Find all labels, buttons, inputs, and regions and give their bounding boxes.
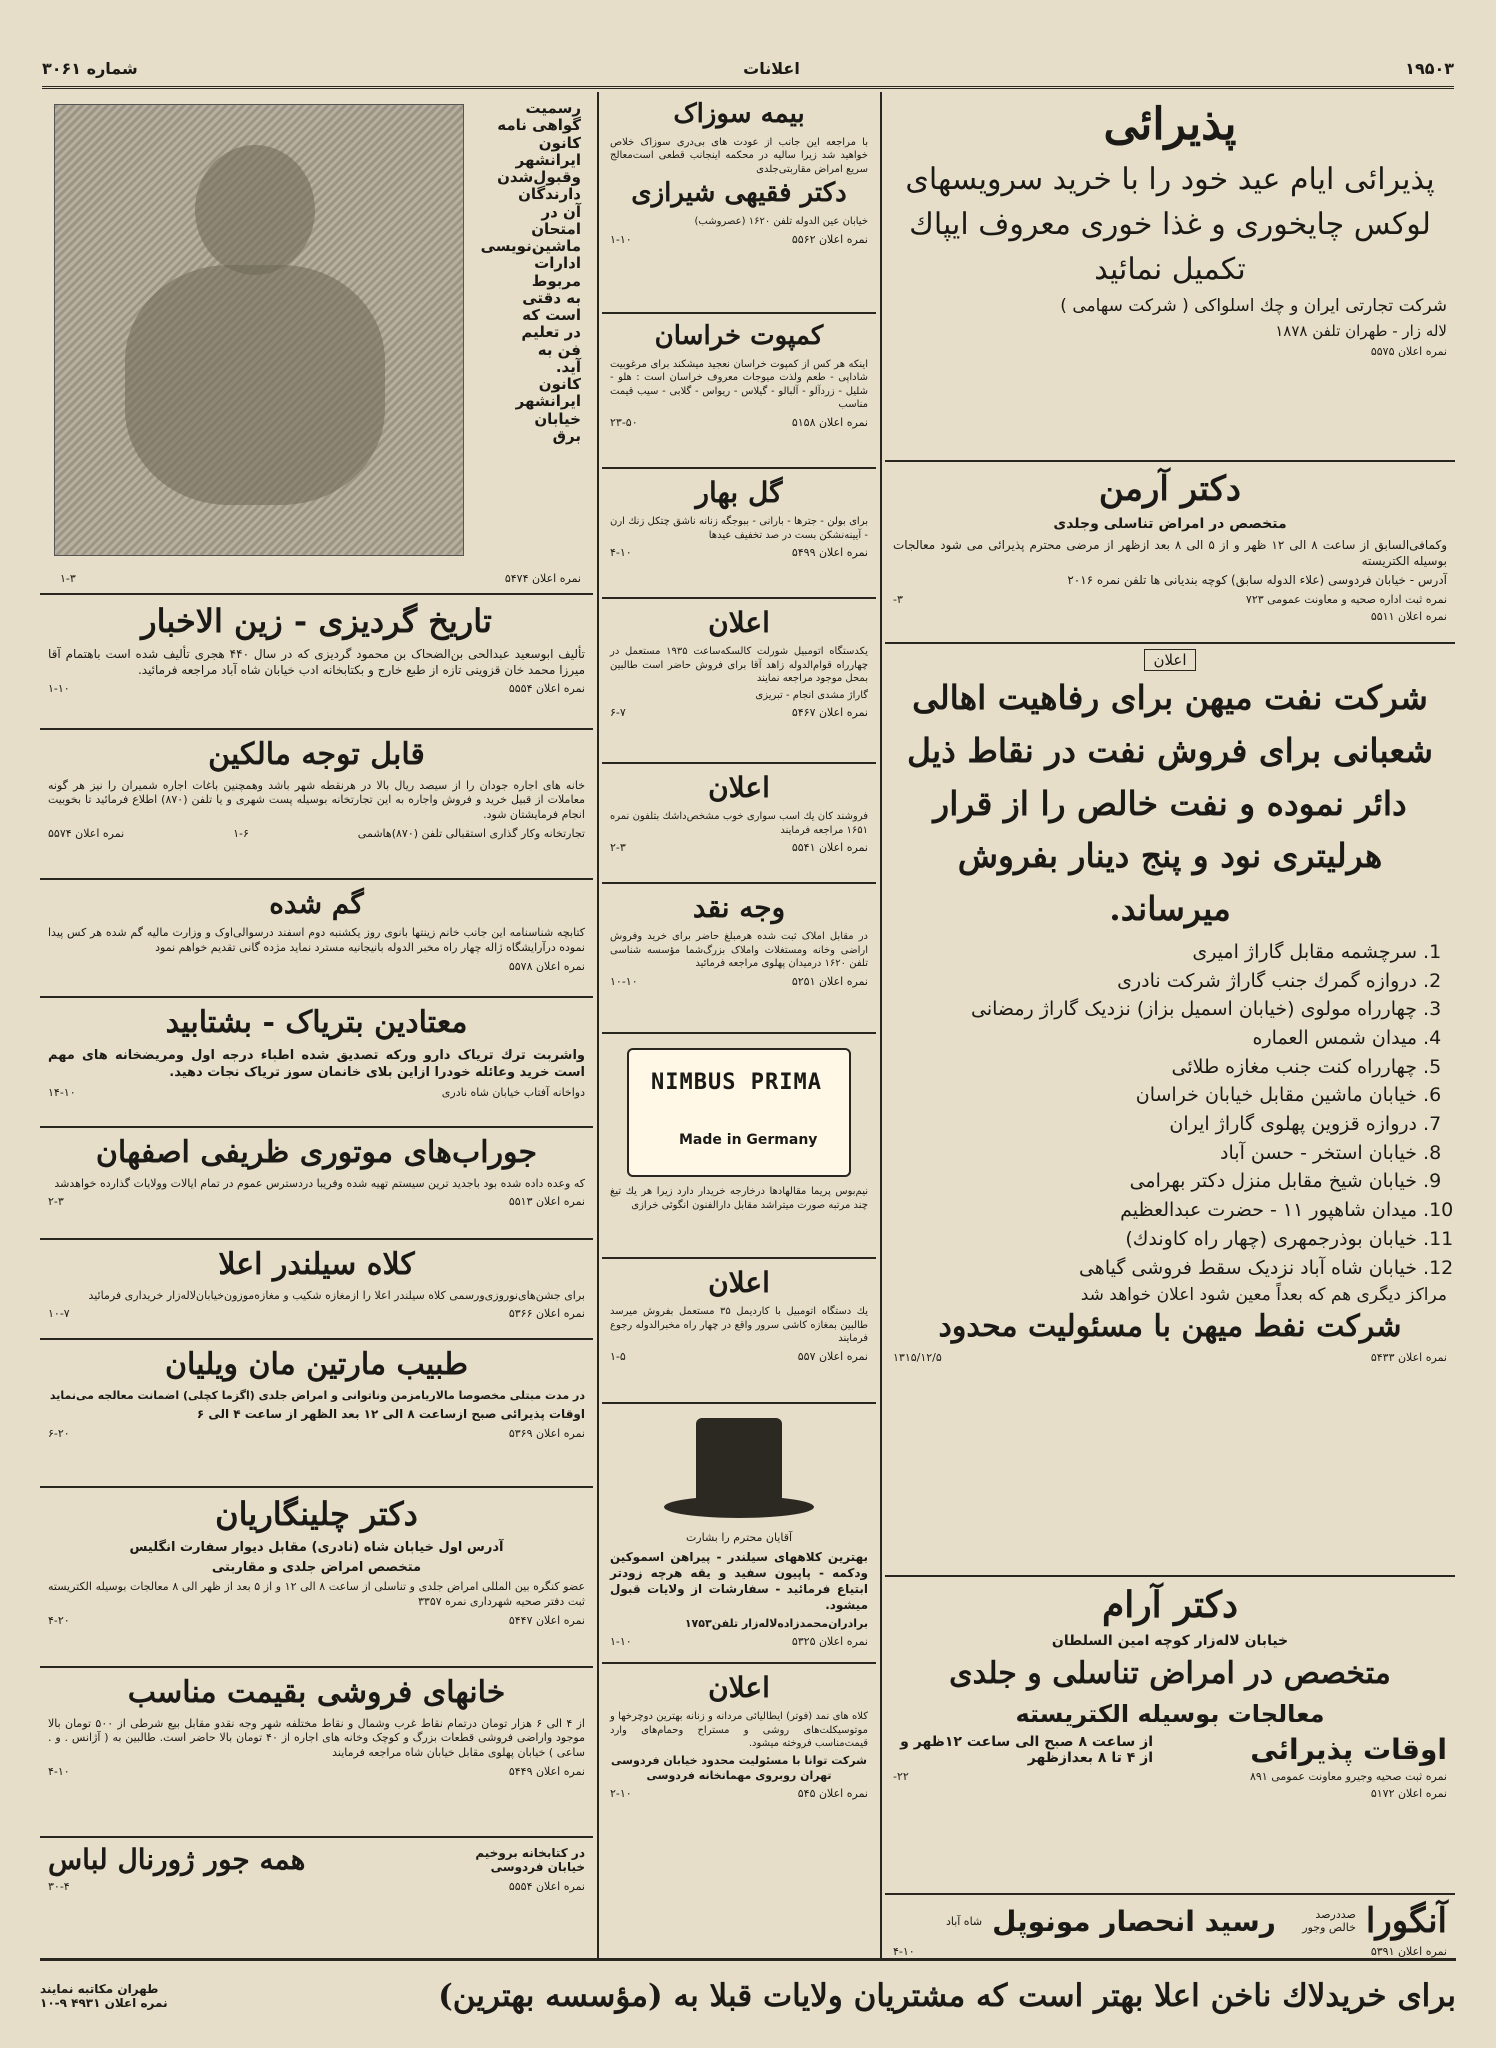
- armen-ad: [885, 462, 1455, 644]
- lost-ad: [40, 880, 593, 998]
- socks-ref: نمره اعلان ۵۵۱۳: [508, 1195, 585, 1209]
- notice2-ad: [602, 764, 876, 884]
- top-hat-image: [664, 1418, 814, 1523]
- footer-text: برای خریدلاك ناخن اعلا بهتر است که مشتریان ولایات قبلا به (مؤسسه بهترین): [438, 1978, 1456, 2014]
- oil-point: 3. چهارراه مولوی (خیابان اسمیل بزاز) نزدیک گاراژ رمضانی: [893, 997, 1417, 1022]
- oil-point: 1. سرچشمه مقابل گاراژ امیری: [893, 940, 1417, 965]
- photo-ad: [40, 92, 593, 595]
- photo-ad-text: رسمیت گواهی نامه کانون ایرانشهر وقبول‌شدن دارندگان آن در امتحان ماشین‌نویسی ادارات مربوط به دقتی است که در تعلیم فن به آید. کانون ایرانشهر خیابان برق: [480, 99, 581, 445]
- aram-ad: [885, 1577, 1455, 1895]
- oil-point: 9. خیابان شیخ مقابل منزل دکتر بهرامی: [893, 1169, 1417, 1194]
- aram-code: ۲۲-: [893, 1770, 909, 1784]
- oil-ad: [885, 644, 1455, 1577]
- chelingarian-ref: نمره اعلان ۵۴۴۷: [508, 1613, 585, 1627]
- column-divider: [597, 92, 599, 1958]
- golbahar-title: گل بهار: [695, 476, 783, 509]
- chelingarian-body: عضو کنگره بین المللی امراض جلدی و تناسلی از ساعت ۸ الی ۱۲ و از ۵ بعد از ظهر الی ۸ معالجات بوسیله الکتریسته ثبت دفتر صحیه شهرداری نمره ۳۳۵۷: [48, 1579, 586, 1608]
- houses-body: از ۴ الی ۶ هزار تومان درتمام نقاط غرب وشمال و نقاط مختلفه شهر وجه نقدو مقابل بیع شرطی از ۵۰۰ تومان بالا موجود واراضی فروشی قطعات بزرگ و کوچک وخانه های اجاره از ۴۰ تومان بالا حاضر است. طالبین به ( آژانس . و . ساعی ) خیابان پهلوی مقابل خیابان شاه مراجعه فرمایند: [48, 1716, 585, 1760]
- opium-body: واشربت ترك تریاک دارو وركه تصدیق شده اطباء درجه اول ومریضخانه های مهم است خرید وعائله خودرا ازاین بلای خانمان سوز تریاک نجات دهید.: [48, 1047, 585, 1081]
- notice4-body: کلاه های نمد (فوتر) ایطالیائی مردانه و زنانه بهترین دوچرخها و موتوسیکلت‌های روشی و مستراح وحمام‌های وارد قیمت‌مناسب فروخته میشود.: [610, 1711, 868, 1750]
- photo-ad-ref: نمره اعلان ۵۴۷۴: [504, 572, 581, 585]
- armen-code: ۳-: [893, 592, 903, 606]
- aram-title: دکتر آرام: [1101, 1584, 1239, 1626]
- hats-code: ۱-۱۰: [610, 1635, 632, 1649]
- aram-address: خیابان لاله‌زار کوچه امین السلطان: [1051, 1633, 1289, 1650]
- notice1-title: اعلان: [708, 606, 770, 639]
- hat-ad: [40, 1240, 593, 1340]
- houses-ref: نمره اعلان ۵۴۴۹: [508, 1765, 585, 1779]
- hat-title: کلاه سیلندر اعلا: [218, 1247, 415, 1282]
- chelingarian-address: آدرس اول خیابان شاه (نادری) مقابل دیوار سفارت انگلیس: [129, 1539, 504, 1555]
- oil-company: شرکت نفط میهن با مسئولیت محدود: [938, 1309, 1402, 1345]
- syphilis-doctor: دکتر فقیهی شیرازی: [631, 178, 847, 209]
- oil-ref: نمره اعلان ۵۴۳۳: [1370, 1350, 1447, 1364]
- hats-extra: برادران‌محمدزاده‌لاله‌زار تلفن۱۷۵۳: [684, 1616, 868, 1630]
- owners-ref: نمره اعلان ۵۵۷۴: [48, 827, 125, 841]
- martin-ref: نمره اعلان ۵۳۶۹: [508, 1426, 585, 1440]
- hats-body: بهترین کلاههای سیلندر - پیراهن اسموکین ودکمه - پاپیون سفید و یقه هرچه زودتر ابتیاع فرمائید - سفارشات از ولایات قبول میشود.: [610, 1549, 868, 1613]
- compote-body: اینکه هر کس از کمپوت خراسان نعجید میشکند برای مرغوبیت شاداپی - طعم ولذت میوجات معروف خراسان است : هلو - شلیل - زردآلو - آلبالو - گیلاس - ریواس - گلابی - سیب قیمت مناسب: [610, 358, 868, 411]
- issue-number: ۱۹۵۰۳: [1405, 58, 1454, 78]
- opium-code: ۱۴-۱۰: [48, 1085, 76, 1099]
- martin-ad: [40, 1340, 593, 1488]
- opium-extra: دواخانه آفتاب خیابان شاه نادری: [441, 1085, 585, 1099]
- golbahar-body: برای بولن - جترها - بارانی - ببوجگه زنانه ناشق چتکل زنك ارن - آیینه‌نشکن بست در صد تخفیف عیدها: [610, 516, 868, 541]
- notice2-title: اعلان: [708, 771, 770, 804]
- compote-ref: نمره اعلان ۵۱۵۸: [791, 415, 868, 429]
- opium-ad: [40, 998, 593, 1128]
- oil-label: اعلان: [1144, 649, 1195, 671]
- lost-body: کتابچه شناسنامه این جانب خانم زینتها بانوی روز یکشنبه دوم اسفند درسوالی‌اوک و وزارت مالیه گم شده هر کس پیدا نموده درآرایشگاه ژاله چهار راه مخبر الدوله بانیجانیه مسترد نماید مژده گانی تقدیم خواهم نمود: [48, 926, 585, 955]
- right-column: [885, 92, 1455, 1977]
- cash-body: در مقابل املاک ثبت شده هرمبلغ حاضر برای خرید وفروش اراضی وخانه ومستغلات واملاک بزرگ‌شما مؤسسه شناسی تلفن ۱۶۲۰ درمیدان پهلوی مراجعه فرمائید: [610, 931, 868, 970]
- aram-hours: از ساعت ۸ صبح الی ساعت ۱۲ظهر و از ۴ تا ۸ بعدازظهر: [900, 1733, 1153, 1766]
- history-ref: نمره اعلان ۵۵۵۴: [508, 682, 585, 696]
- notice4-company: شرکت توانا با مسئولیت محدود خیابان فردوسی تهران روبروی مهمانخانه فردوسی: [611, 1753, 867, 1782]
- cash-ad: [602, 884, 876, 1034]
- oil-point: 6. خیابان ماشین مقابل خیابان خراسان: [893, 1083, 1417, 1108]
- reception-body: پذیرائی ایام عید خود را با خرید سرویسهای لوکس چایخوری و غذا خوری معروف ایپاك تکمیل نمائید: [905, 161, 1435, 287]
- magazine-code: ۳۰-۴: [48, 1880, 70, 1894]
- notice2-code: ۲-۳: [610, 841, 626, 855]
- history-body: تألیف ابوسعید عبدالحی بن‌الضحاک بن محمود گردیزی که در سال ۴۴۰ هجری تألیف شده است باهتمام آقا میرزا محمد خان قزوینی تازه از طبع خارج و بکتابخانه ادب خیابان شاه آباد مراجعه فرمائید.: [48, 646, 585, 677]
- aram-hours-title: اوقات پذیرائی: [1250, 1733, 1447, 1767]
- hat-code: ۱۰-۷: [48, 1307, 70, 1321]
- notice2-ref: نمره اعلان ۵۵۴۱: [791, 841, 868, 855]
- notice1-ref: نمره اعلان ۵۴۶۷: [791, 706, 868, 720]
- angora-body: رسید انحصار مونوپل: [992, 1904, 1276, 1938]
- martin-title: طبیب مارتین مان ویلیان: [165, 1347, 468, 1382]
- armen-reg: نمره ثبت اداره صحیه و معاونت عمومی ۷۲۳: [1245, 592, 1447, 606]
- notice4-ref: نمره اعلان ۵۴۵: [797, 1787, 868, 1801]
- column-divider: [880, 92, 882, 1958]
- aram-reg: نمره ثبت صحیه وجیرو معاونت عمومی ۸۹۱: [1249, 1770, 1447, 1784]
- history-title: تاریخ گردیزی - زین الاخبار: [141, 602, 492, 640]
- notice3-body: یك دستگاه اتومبیل با کاردیمل ۳۵ مستعمل بفروش میرسد طالبین بمغازه کاشی سرور واقع در چهار راه مخبرالدوله رجوع فرمایند: [610, 1306, 868, 1345]
- armen-ref: نمره اعلان ۵۵۱۱: [1370, 609, 1447, 623]
- notice3-code: ۱-۵: [610, 1349, 626, 1363]
- angora-brand: آنگورا: [1365, 1901, 1447, 1941]
- cash-code: ۱۰-۱۰: [610, 974, 638, 988]
- oil-point: 10. میدان شاهپور ۱۱ - حضرت عبدالعظیم: [893, 1198, 1417, 1223]
- notice1-extra: گاراژ مشدی انجام - تبریزی: [755, 689, 868, 701]
- owners-code: ۱-۶: [233, 827, 249, 841]
- angora-side: صددرصد خالص وجور: [1302, 1908, 1356, 1934]
- oil-point: 11. خیابان بوذرجمهری (چهار راه کاوندك): [893, 1227, 1417, 1252]
- section-title: اعلانات: [743, 58, 800, 78]
- oil-point: 12. خیابان شاه آباد نزدیک سقط فروشی گیاهی: [893, 1256, 1417, 1281]
- photo-ad-code: ۱-۳: [60, 572, 76, 585]
- hats-ref: نمره اعلان ۵۳۲۵: [791, 1635, 868, 1649]
- socks-title: جوراب‌های موتوری ظریفی اصفهان: [95, 1135, 538, 1170]
- angora-code: ۴-۱۰: [893, 1945, 915, 1958]
- houses-code: ۴-۱۰: [48, 1765, 70, 1779]
- syphilis-ref: نمره اعلان ۵۵۶۲: [791, 232, 868, 246]
- socks-body: که وعده داده شده بود باجدید ترین سیستم تهیه شده وفریبا دردسترس عموم در تمام ایالات وولایات گذارده خواهدشد: [54, 1176, 585, 1190]
- reception-ad: [885, 92, 1455, 462]
- oil-code: ۱۳۱۵/۱۲/۵: [893, 1350, 942, 1364]
- oil-point: 4. میدان شمس العماره: [893, 1026, 1417, 1051]
- notice3-ad: [602, 1259, 876, 1404]
- notice4-title: اعلان: [708, 1671, 770, 1704]
- footer-code: ۹-۱۰: [40, 1996, 67, 2010]
- footer-ref: نمره اعلان ۴۹۳۱: [71, 1996, 168, 2010]
- owners-body: خانه های اجاره جودان را از سیصد ریال بالا در هرنقطه شهر باشد وهمچنین باغات اجاره شمیران را نیز هر گونه معاملات از قبیل خرید و فروش واجاره به این تجارتخانه بوسیله پست شهری و یا تلفن (۸۷۰) اطلاع فرمائید تا بخوبیت انجام فرمایشتان شود.: [48, 778, 585, 822]
- oil-points-list: [893, 940, 1417, 1280]
- socks-code: ۲-۳: [48, 1195, 64, 1209]
- oil-point: 8. خیابان استخر - حسن آباد: [893, 1141, 1417, 1166]
- chelingarian-title: دکتر چلینگاریان: [215, 1495, 418, 1533]
- magazine-side: در کتابخانه بروخیم خیابان فردوسی: [475, 1846, 585, 1875]
- martin-code: ۶-۲۰: [48, 1426, 70, 1440]
- aram-ref: نمره اعلان ۵۱۷۲: [1370, 1787, 1447, 1801]
- cash-ref: نمره اعلان ۵۲۵۱: [791, 974, 868, 988]
- hats-greeting: آقایان محترم را بشارت: [685, 1531, 793, 1544]
- golbahar-code: ۴-۱۰: [610, 546, 632, 560]
- socks-ad: [40, 1128, 593, 1240]
- compote-title: کمپوت خراسان: [654, 321, 824, 351]
- syphilis-title: بیمه سوزاک: [673, 99, 805, 129]
- houses-ad: [40, 1668, 593, 1838]
- hat-body: برای جشن‌های‌نوروزی‌ورسمی کلاه سیلندر اعلا را ازمغازه شکیب و مغازه‌موزون‌خیابان‌لاله‌زار خریداری فرمائید: [88, 1288, 585, 1302]
- year-label: شماره ۳۰۶۱: [42, 58, 138, 78]
- reception-company: شرکت تجارتی ایران و چك اسلواکی ( شرکت سهامی ): [1060, 295, 1447, 316]
- reception-title: پذیرائی: [1103, 99, 1237, 150]
- notice3-title: اعلان: [708, 1266, 770, 1299]
- martin-hours: اوقات پذیرائی صبح ازساعت ۸ الی ۱۲ بعد الظهر از ساعت ۴ الی ۶: [196, 1407, 585, 1422]
- lost-title: گم شده: [269, 887, 364, 920]
- notice1-code: ۶-۷: [610, 706, 626, 720]
- martin-body: در مدت مبتلی مخصوصا مالاریامزمن وناتوانی و امراض جلدی (اگزما کچلی) اضمانت معالجه می‌نماید: [49, 1388, 585, 1402]
- owners-ad: [40, 730, 593, 880]
- golbahar-ref: نمره اعلان ۵۴۹۹: [791, 546, 868, 560]
- armen-address: آدرس - خیابان فردوسی (علاء الدوله سابق) کوچه بندیانی ها تلفن نمره ۲۰۱۶: [1067, 573, 1447, 588]
- oil-body: شرکت نفت میهن برای رفاهیت اهالی شعبانی برای فروش نفت در نقاط ذیل دائر نموده و نفت خالص را از قرار هرلیتری نود و پنج دینار بفروش میرساند.: [906, 678, 1434, 929]
- notice2-body: فروشند کان یك اسب سواری خوب مشخص‌داشك بتلفون نمره ۱۶۵۱ مراجعه فرمایند: [610, 811, 868, 836]
- cash-title: وجه نقد: [692, 891, 786, 924]
- aram-body: معالجات بوسیله الکتریسته: [1015, 1699, 1325, 1728]
- notice3-ref: نمره اعلان ۵۵۷: [797, 1349, 868, 1363]
- golbahar-ad: [602, 469, 876, 599]
- compote-ad: [602, 314, 876, 469]
- armen-specialty: متخصص در امراض تناسلی وجلدی: [1053, 516, 1287, 533]
- oil-note: مراکز دیگری هم که بعداً معین شود اعلان خواهد شد: [1080, 1285, 1447, 1306]
- notice4-ad: [602, 1664, 876, 1889]
- razor-blade-image: [627, 1048, 851, 1177]
- reception-address: لاله زار - طهران تلفن ۱۸۷۸: [1275, 321, 1447, 340]
- syphilis-address: خیابان عین الدوله تلفن ۱۶۲۰ (عصروشب): [694, 216, 868, 228]
- footer-side: طهران مکاتبه نمایند: [40, 1982, 159, 1996]
- notice1-body: یکدستگاه اتومبیل شورلت کالسکه‌ساعت ۱۹۳۵ مستعمل در چهارراه قوام‌الدوله زاهد آقا برای فروش حاضر است طالبین بمحل موجود مراجعه نمایند: [610, 646, 868, 685]
- chelingarian-ad: [40, 1488, 593, 1668]
- typing-photo: [54, 104, 464, 556]
- chelingarian-code: ۴-۲۰: [48, 1613, 70, 1627]
- angora-ref: نمره اعلان ۵۳۹۱: [1370, 1945, 1447, 1958]
- opium-title: معتادین بتریاک - بشتابید: [165, 1005, 468, 1040]
- owners-extra: تجارتخانه وکار گذاری استقبالی تلفن (۸۷۰)هاشمی: [357, 827, 585, 841]
- compote-code: ۲۳-۵۰: [610, 415, 638, 429]
- magazine-ref: نمره اعلان ۵۵۵۴: [508, 1880, 585, 1894]
- chelingarian-specialty: متخصص امراض جلدی و مقاربتی: [211, 1560, 422, 1576]
- oil-point: 7. دروازه قزوین پهلوی گاراژ ایران: [893, 1112, 1417, 1137]
- nimbus-made: Made in Germany: [679, 1132, 818, 1148]
- footer-ad: [40, 1958, 1456, 2031]
- syphilis-body: با مراجعه این جانب از عودت های بی‌دری سوزاک خلاص خواهید شد زیرا سالیه در محکمه اینجانب قطعی است‌معالج سریع امراض مقاربتی‌جلدی: [610, 136, 868, 175]
- hats-ad: [602, 1404, 876, 1664]
- nimbus-body: نیم‌بوس پریما مقالهادها درخارجه خریدار دارد زیرا هر یك تیغ چند مرتبه صورت میتراشد مقابل دارالفنون انگوئی خرازی: [610, 1186, 868, 1211]
- magazine-ad: [40, 1838, 593, 1930]
- history-code: ۱-۱۰: [48, 682, 70, 696]
- nimbus-ad: [602, 1034, 876, 1259]
- aram-specialty: متخصص در امراض تناسلی و جلدی: [949, 1656, 1391, 1692]
- houses-title: خانهای فروشی بقیمت مناسب: [127, 1675, 506, 1710]
- reception-ref: نمره اعلان ۵۵۷۵: [1370, 344, 1447, 358]
- history-ad: [40, 595, 593, 730]
- page-header: [42, 50, 1454, 89]
- armen-body: وکمافی‌السابق از ساعت ۸ الی ۱۲ ظهر و از ۵ الی ۸ بعد ازظهر از مرضی محترم پذیرائی می شود معالجات بوسیله الکتریسته: [893, 537, 1448, 569]
- armen-title: دکتر آرمن: [1098, 469, 1242, 509]
- middle-column: [602, 92, 876, 1889]
- syphilis-code: ۱-۱۰: [610, 232, 632, 246]
- notice1-ad: [602, 599, 876, 764]
- lost-ref: نمره اعلان ۵۵۷۸: [508, 959, 585, 973]
- syphilis-ad: [602, 92, 876, 314]
- oil-point: 2. دروازه گمرك جنب گاراژ شرکت نادری: [893, 969, 1417, 994]
- notice4-code: ۲-۱۰: [610, 1787, 632, 1801]
- angora-city: شاه آباد: [945, 1914, 983, 1928]
- owners-title: قابل توجه مالکین: [208, 737, 425, 772]
- left-column: [40, 92, 593, 1930]
- oil-point: 5. چهارراه کنت جنب مغازه طلائی: [893, 1055, 1417, 1080]
- hat-ref: نمره اعلان ۵۳۶۶: [508, 1307, 585, 1321]
- magazine-title: همه جور ژورنال لباس: [48, 1843, 306, 1876]
- nimbus-brand: NIMBUS PRIMA: [651, 1070, 822, 1095]
